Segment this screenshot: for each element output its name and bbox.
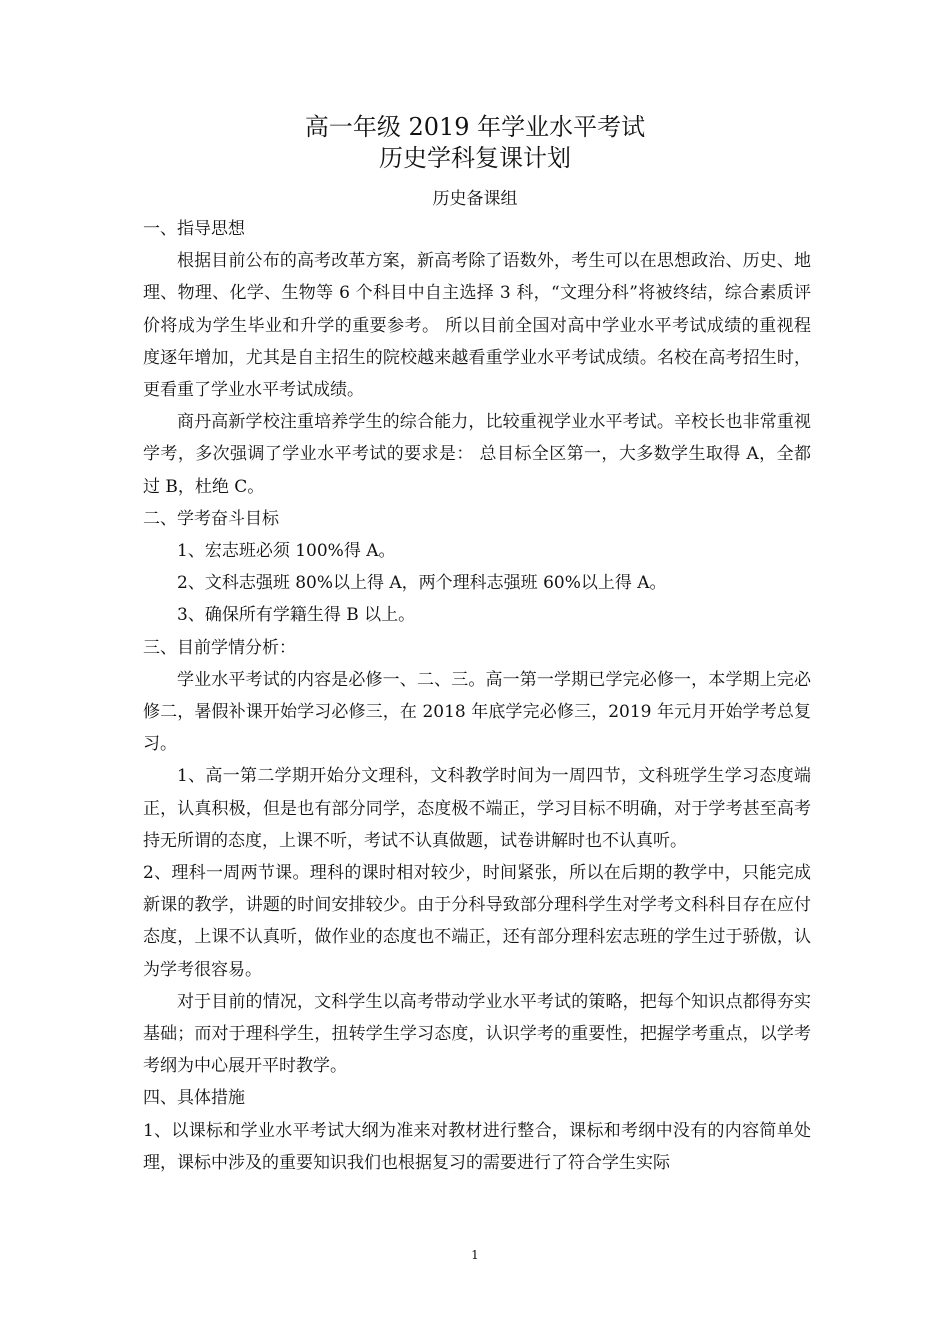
paragraph: 对于目前的情况，文科学生以高考带动学业水平考试的策略，把每个知识点都得夯实基础；而对于理科学生，扭转学生学习态度，认识学考的重要性，把握学考重点，以学考考纲为中心展开平时教学。	[143, 991, 811, 1077]
page-number: 1	[471, 1248, 479, 1262]
paragraph: 2、理科一周两节课。理科的课时相对较少，时间紧张，所以在后期的教学中，只能完成新课的教学，讲题的时间安排较少。由于分科导致部分理科学生对学考文科科目存在应付态度，上课不认真听，做作业的态度也不端正，还有部分理科宏志班的学生过于骄傲，认为学考很容易。	[143, 863, 811, 980]
list-item: 3、确保所有学籍生得 B 以上。	[177, 605, 416, 626]
list-item: 1、宏志班必须 100%得 A。	[177, 541, 396, 562]
document-subtitle: 历史学科复课计划	[379, 144, 571, 172]
paragraph: 商丹高新学校注重培养学生的综合能力，比较重视学业水平考试。辛校长也非常重视学考，多次强调了学业水平考试的要求是： 总目标全区第一，大多数学生取得 A，全都过 B，杜绝 C。	[143, 412, 811, 497]
list-item: 2、文科志强班 80%以上得 A，两个理科志强班 60%以上得 A。	[177, 573, 667, 594]
section-heading: 三、目前学情分析：	[143, 637, 296, 658]
document-body	[143, 213, 811, 1179]
author-line: 历史备课组	[432, 189, 518, 209]
paragraph: 学业水平考试的内容是必修一、二、三。高一第一学期已学完必修一，本学期上完必修二，暑假补课开始学习必修三，在 2018 年底学完必修三，2019 年元月开始学考总复习。	[143, 669, 811, 755]
paragraph: 1、以课标和学业水平考试大纲为准来对教材进行整合，课标和考纲中没有的内容简单处理，课标中涉及的重要知识我们也根据复习的需要进行了符合学生实际	[143, 1120, 811, 1173]
paragraph: 根据目前公布的高考改革方案，新高考除了语数外，考生可以在思想政治、历史、地理、物理、化学、生物等 6 个科目中自主选择 3 科，“文理分科”将被终结，综合素质评价将成为学生毕业和升学的重要参考。 所以目前全国对高中学业水平考试成绩的重视程度逐年增加，尤其是自主招生的院校越来越看重学业水平考试成绩。名校在高考招生时，更看重了学业水平考试成绩。	[143, 251, 811, 401]
paragraph: 1、高一第二学期开始分文理科，文科教学时间为一周四节，文科班学生学习态度端正，认真积极，但是也有部分同学，态度极不端正，学习目标不明确，对于学考甚至高考持无所谓的态度，上课不听，考试不认真做题，试卷讲解时也不认真听。	[143, 766, 811, 851]
section-heading: 二、学考奋斗目标	[143, 508, 279, 529]
document-title: 高一年级 2019 年学业水平考试	[304, 113, 646, 141]
section-heading: 四、具体措施	[143, 1088, 245, 1109]
section-heading: 一、指导思想	[143, 219, 245, 239]
